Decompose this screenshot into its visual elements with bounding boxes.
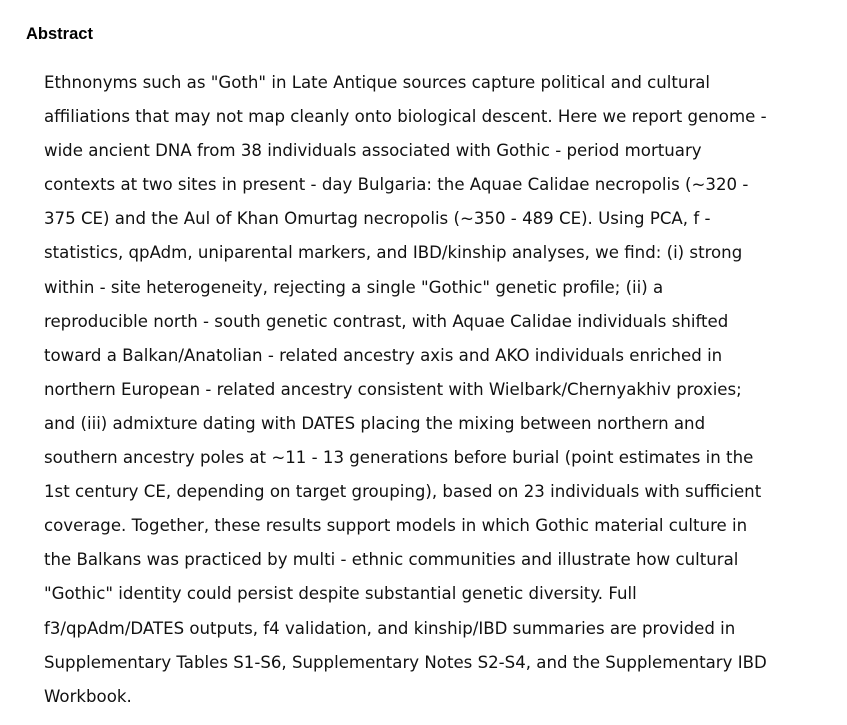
abstract-line: 1st century CE, depending on target grouping), based on 23 individuals with sufficient [44,482,762,502]
abstract-line: northern European - related ancestry consistent with Wielbark/Chernyakhiv proxies; [44,379,742,399]
abstract-line: contexts at two sites in present - day Bulgaria: the Aquae Calidae necropolis (~320 - [44,175,749,195]
abstract-line: the Balkans was practiced by multi - ethnic communities and illustrate how cultural [44,550,739,570]
abstract-line: reproducible north - south genetic contrast, with Aquae Calidae individuals shifted [44,311,729,331]
abstract-line: toward a Balkan/Anatolian - related ancestry axis and AKO individuals enriched in [44,345,723,365]
abstract-line: f3/qpAdm/DATES outputs, f4 validation, and kinship/IBD summaries are provided in [44,618,736,638]
abstract-body [44,66,834,714]
abstract-line: affiliations that may not map cleanly onto biological descent. Here we report genome - [44,107,767,127]
abstract-heading: Abstract [26,25,93,43]
abstract-line: southern ancestry poles at ~11 - 13 generations before burial (point estimates in the [44,448,754,468]
abstract-line: coverage. Together, these results support models in which Gothic material culture in [44,516,748,536]
abstract-line: Workbook. [44,686,132,706]
abstract-line: statistics, qpAdm, uniparental markers, and IBD/kinship analyses, we find: (i) strong [44,243,743,263]
abstract-line: Ethnonyms such as "Goth" in Late Antique sources capture political and cultural [44,73,711,92]
abstract-line: and (iii) admixture dating with DATES placing the mixing between northern and [44,413,706,433]
abstract-line: "Gothic" identity could persist despite substantial genetic diversity. Full [44,584,637,604]
abstract-line: 375 CE) and the Aul of Khan Omurtag necropolis (~350 - 489 CE). Using PCA, f - [44,209,711,229]
abstract-line: wide ancient DNA from 38 individuals associated with Gothic - period mortuary [44,141,702,161]
abstract-line: Supplementary Tables S1-S6, Supplementary Notes S2-S4, and the Supplementary IBD [44,652,767,672]
abstract-line: within - site heterogeneity, rejecting a single "Gothic" genetic profile; (ii) a [44,277,664,297]
